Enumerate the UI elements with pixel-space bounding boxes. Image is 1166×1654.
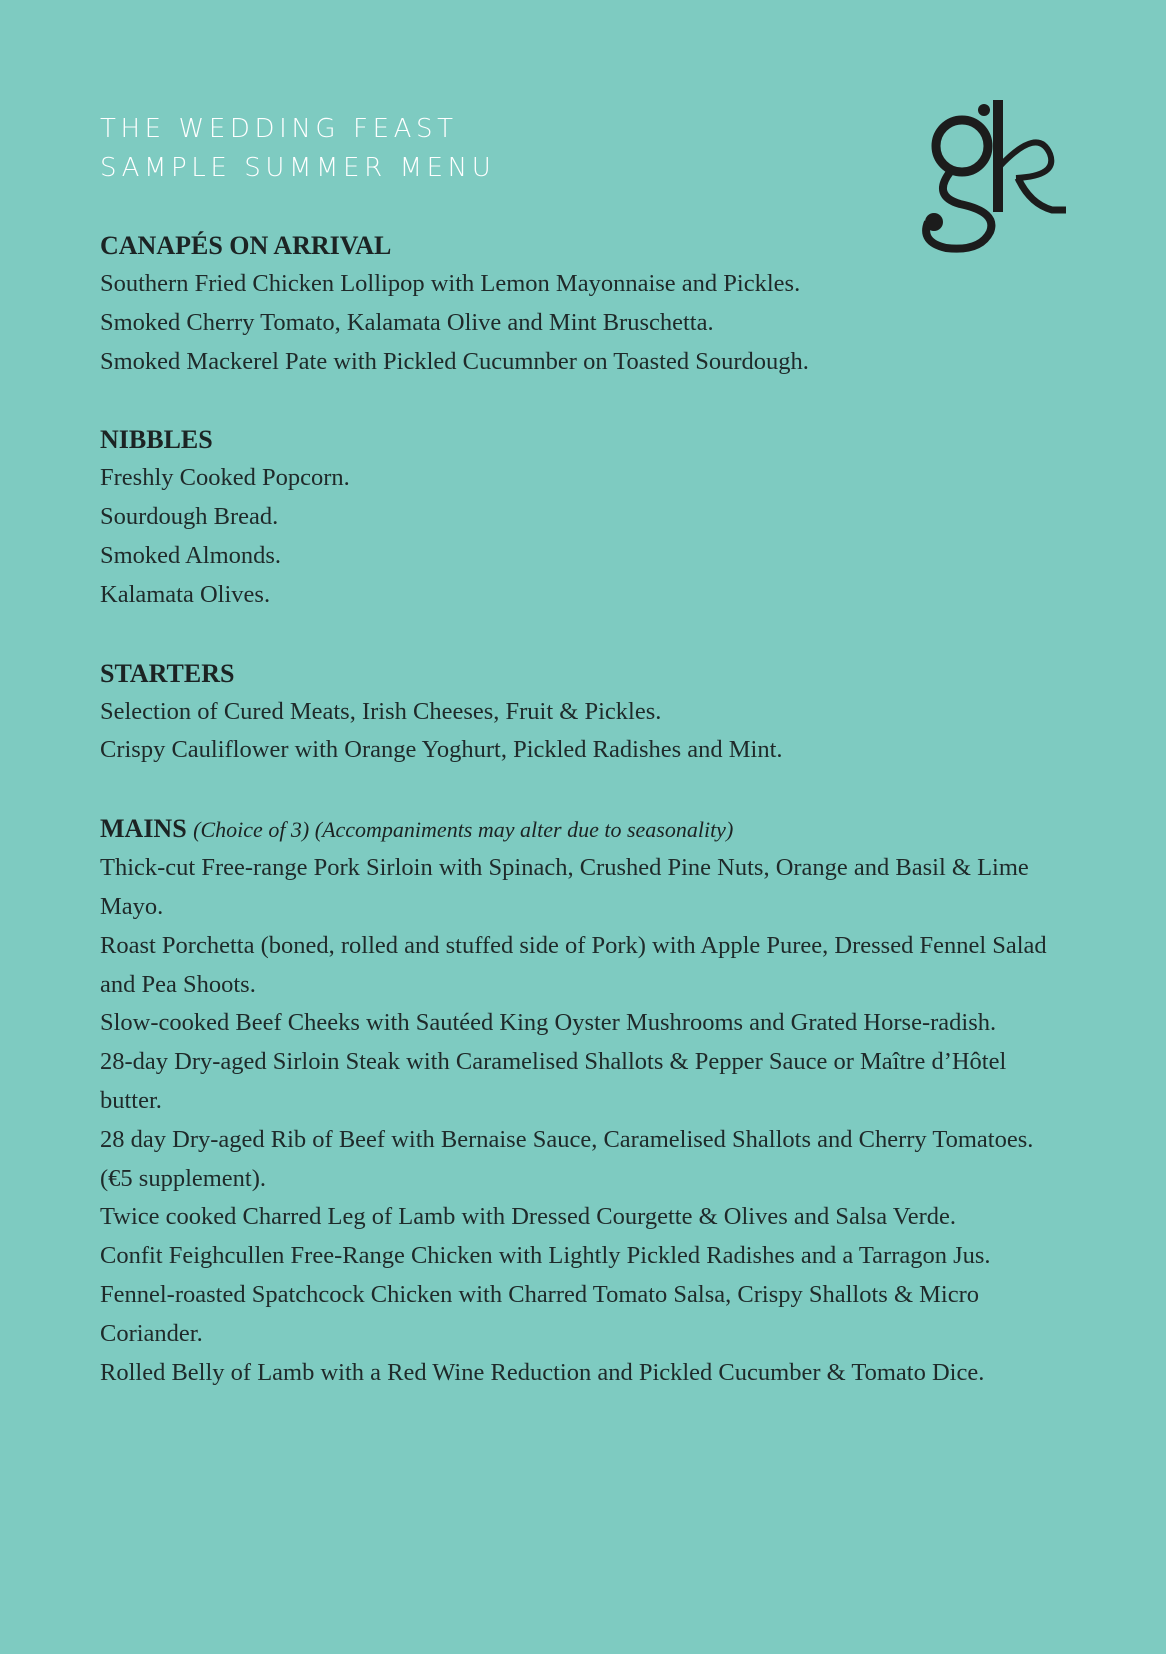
menu-item: Slow-cooked Beef Cheeks with Sautéed King Oyster Mushrooms and Grated Horse-radish. [100, 1009, 997, 1037]
menu-item: 28 day Dry-aged Rib of Beef with Bernaise Sauce, Caramelised Shallots and Cherry Tomatoes. (€5 supplement). [100, 1125, 1034, 1192]
section-title: CANAPÉS ON ARRIVAL [100, 231, 392, 260]
section-starters [100, 654, 1070, 771]
menu-item: Roast Porchetta (boned, rolled and stuffed side of Pork) with Apple Puree, Dressed Fennel Salad and Pea Shoots. [100, 931, 1047, 998]
section-title: MAINS [100, 814, 187, 844]
menu-item: Kalamata Olives. [100, 580, 271, 608]
menu-item: Freshly Cooked Popcorn. [100, 464, 350, 492]
menu-item: Confit Feighcullen Free-Range Chicken with Lightly Pickled Radishes and a Tarragon Jus. [100, 1242, 991, 1270]
section-title: NIBBLES [100, 425, 213, 455]
section-title-row [100, 809, 1070, 849]
menu-item: Smoked Mackerel Pate with Pickled Cucumnber on Toasted Sourdough. [100, 347, 809, 375]
menu-item: 28-day Dry-aged Sirloin Steak with Caramelised Shallots & Pepper Sauce or Maître d’Hôtel butter. [100, 1048, 1007, 1114]
section-nibbles [100, 420, 1070, 614]
menu-item: Crispy Cauliflower with Orange Yoghurt, Pickled Radishes and Mint. [100, 736, 783, 764]
menu-item: Twice cooked Charred Leg of Lamb with Dressed Courgette & Olives and Salsa Verde. [100, 1203, 957, 1231]
menu-item: Rolled Belly of Lamb with a Red Wine Reduction and Pickled Cucumber & Tomato Dice. [100, 1358, 985, 1386]
menu-title: THE WEDDING FEAST [100, 114, 458, 144]
menu-item: Smoked Cherry Tomato, Kalamata Olive and Mint Bruschetta. [100, 308, 714, 336]
menu-item: Thick-cut Free-range Pork Sirloin with Spinach, Crushed Pine Nuts, Orange and Basil & Lime Mayo. [100, 854, 1029, 920]
section-note: (Choice of 3) (Accompaniments may alter due to seasonality) [193, 817, 734, 843]
menu-header [100, 110, 495, 188]
menu-content [100, 226, 1070, 1431]
section-canapes [100, 226, 1070, 381]
menu-item: Selection of Cured Meats, Irish Cheeses, Fruit & Pickles. [100, 697, 662, 725]
menu-item: Southern Fried Chicken Lollipop with Lemon Mayonnaise and Pickles. [100, 270, 801, 297]
section-title: STARTERS [100, 658, 235, 688]
menu-item: Fennel-roasted Spatchcock Chicken with Charred Tomato Salsa, Crispy Shallots & Micro Coriander. [100, 1280, 979, 1347]
section-mains [100, 809, 1070, 1392]
menu-item: Sourdough Bread. [100, 503, 279, 531]
menu-item: Smoked Almonds. [100, 541, 282, 569]
menu-subtitle: SAMPLE SUMMER MENU [100, 153, 496, 183]
